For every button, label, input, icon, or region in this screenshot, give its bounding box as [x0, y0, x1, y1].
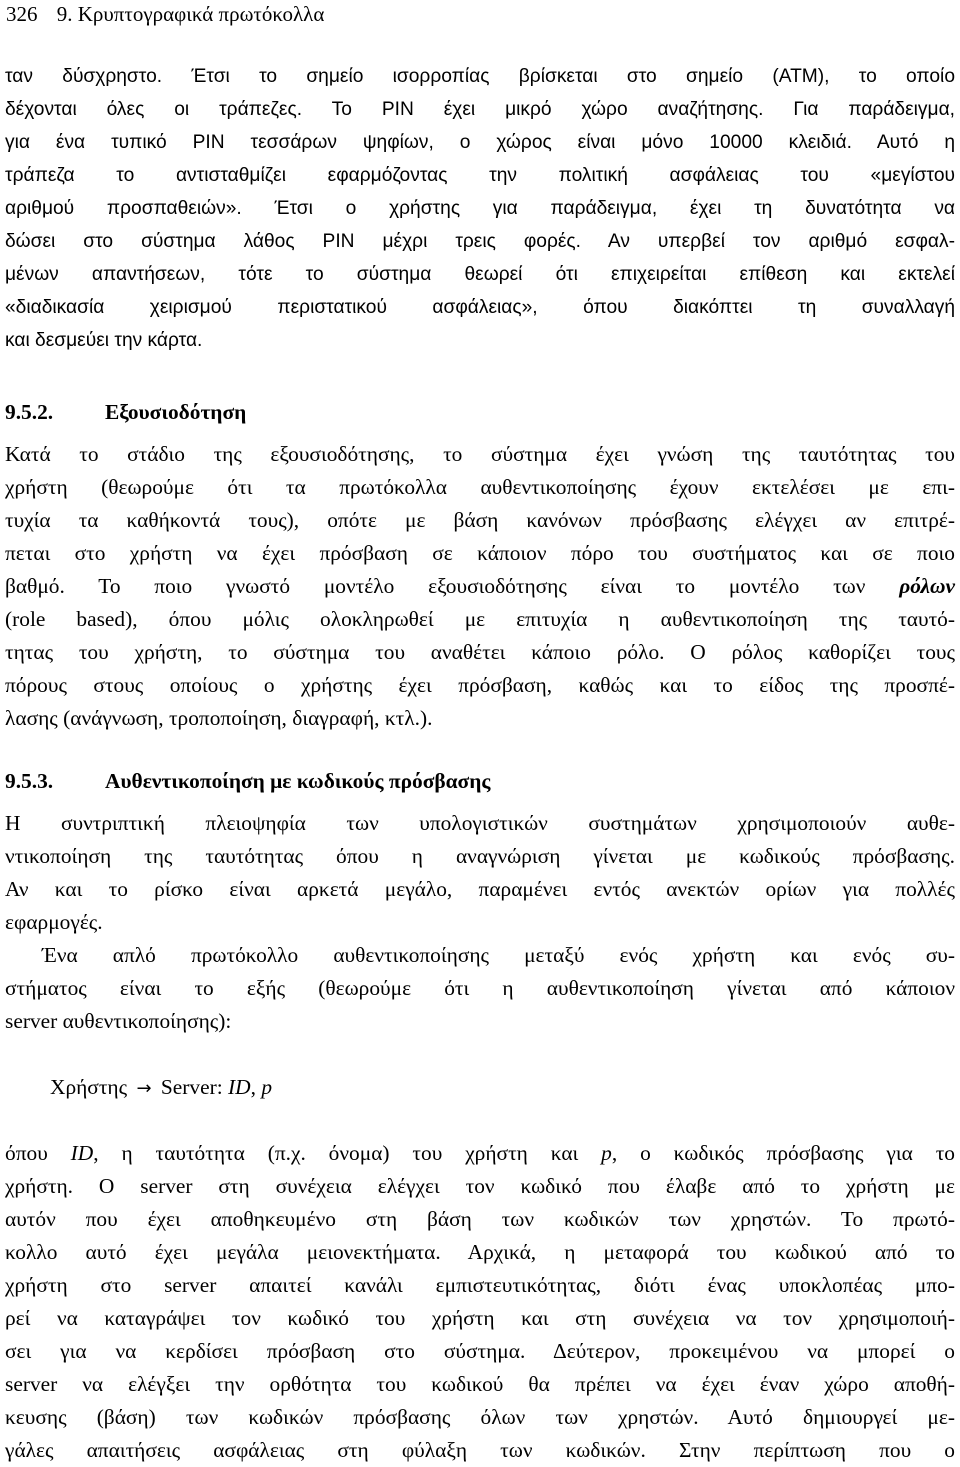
text-line: μένων απαντήσεων, τότε το σύστημα θεωρεί ότι επιχειρείται επίθεση και εκτελεί: [5, 264, 955, 285]
inline-id: ID: [70, 1141, 94, 1165]
text-line: τητας του χρήστη, το σύστημα του αναθέτει κάποιο ρόλο. Ο ρόλος καθορίζει τους: [5, 640, 955, 664]
text-line: πόρους στους οποίους ο χρήστης έχει πρόσβαση, καθώς και το είδος της προσπέ-: [5, 673, 955, 697]
passwords-paragraph-1: [5, 807, 955, 939]
text-line: κολλο αυτό έχει μεγάλα μειονεκτήματα. Αρχικά, η μεταφορά του κωδικού από το: [5, 1240, 955, 1264]
section-number: 9.5.2.: [5, 400, 54, 424]
text-span: , η ταυτότητα (π.χ. όνομα) του χρήστη και: [93, 1141, 602, 1165]
text-line: [5, 570, 955, 603]
formula-separator: ,: [250, 1075, 256, 1099]
formula-user: Χρήστης: [50, 1075, 128, 1099]
text-line: Η συντριπτική πλειοψηφία των υπολογιστικών συστημάτων χρησιμοποιούν αυθε-: [5, 811, 955, 835]
text-line: [5, 1137, 955, 1170]
text-line: λασης (ανάγνωση, τροποποίηση, διαγραφή, κτλ.).: [5, 706, 433, 730]
text-line: ταν δύσχρηστο. Έτσι το σημείο ισορροπίας βρίσκεται στο σημείο (ATM), το οποίο: [5, 66, 955, 87]
text-line: server να ελέγξει την ορθότητα του κωδικού θα πρέπει να έχει έναν χώρο αποθή-: [5, 1372, 955, 1396]
intro-paragraph: [5, 60, 955, 357]
text-line: χρήστη (θεωρούμε ότι τα πρωτόκολλα αυθεντικοποίησης έχουν εκτελέσει με επι-: [5, 475, 955, 499]
text-line: κευσης (βάση) των κωδικών πρόσβασης όλων των χρηστών. Αυτό δημιουργεί με-: [5, 1405, 955, 1429]
text-line: server αυθεντικοποίησης):: [5, 1009, 232, 1033]
passwords-paragraph-3: [5, 1137, 955, 1467]
text-line: αυτόν που έχει αποθηκευμένο στη βάση των κωδικών των χρηστών. Το πρωτό-: [5, 1207, 955, 1231]
text-span: βαθμό. Το ποιο γνωστό μοντέλο εξουσιοδότησης είναι το μοντέλο των: [5, 574, 900, 598]
chapter-title: 9. Κρυπτογραφικά πρωτόκολλα: [56, 2, 325, 26]
text-line: Αν και το ρίσκο είναι αρκετά μεγάλο, παραμένει εντός ανεκτών ορίων για πολλές: [5, 877, 955, 901]
section-heading-953: [5, 765, 955, 798]
page-number: 326: [6, 2, 38, 26]
section-number: 9.5.3.: [5, 769, 54, 793]
text-line: ρεί να καταγράψει τον κωδικό του χρήστη και στη συνέχεια να τον χρησιμοποιή-: [5, 1306, 955, 1330]
formula-server: Server:: [160, 1075, 223, 1099]
text-line: στήματος είναι το εξής (θεωρούμε ότι η αυθεντικοποίηση γίνεται από κάποιον: [5, 976, 955, 1000]
text-line: δέχονται όλες οι τράπεζες. Το PIN έχει μικρό χώρο αναζήτησης. Για παράδειγμα,: [5, 99, 955, 120]
authorization-paragraph: [5, 438, 955, 735]
text-line: Κατά το στάδιο της εξουσιοδότησης, το σύστημα έχει γνώση της ταυτότητας του: [5, 442, 955, 466]
text-line: «διαδικασία χειρισμού περιστατικού ασφάλειας», όπου διακόπτει τη συναλλαγή: [5, 297, 955, 318]
section-title: Αυθεντικοποίηση με κωδικούς πρόσβασης: [105, 769, 491, 793]
text-line: πεται στο χρήστη να έχει πρόσβαση σε κάποιον πόρο του συστήματος και σε ποιο: [5, 541, 955, 565]
text-line: τράπεζα το αντισταθμίζει εφαρμόζοντας την πολιτική ασφάλειας του «μεγίστου: [5, 165, 955, 186]
running-header: [6, 0, 906, 28]
text-line: γάλες απαιτήσεις ασφάλειας στη φύλαξη των κωδικών. Στην περίπτωση που ο: [5, 1438, 955, 1462]
text-line: (role based), όπου μόλις ολοκληρωθεί με επιτυχία η αυθεντικοποίηση της ταυτό-: [5, 607, 955, 631]
text-line: εφαρμογές.: [5, 910, 103, 934]
text-line: και δεσμεύει την κάρτα.: [5, 330, 203, 351]
inline-p: p: [601, 1141, 612, 1165]
text-line: αριθμού προσπαθειών». Έτσι ο χρήστης για παράδειγμα, έχει τη δυνατότητα να: [5, 198, 955, 219]
right-arrow-icon: →: [136, 1078, 152, 1099]
passwords-paragraph-2: [5, 939, 955, 1038]
text-line: χρήστη στο server απαιτεί κανάλι εμπιστευτικότητας, διότι ένας υποκλοπέας μπο-: [5, 1273, 955, 1297]
text-line: χρήστη. Ο server στη συνέχεια ελέγχει τον κωδικό που έλαβε από το χρήστη με: [5, 1174, 955, 1198]
text-span: , ο κωδικός πρόσβασης για το: [611, 1141, 955, 1165]
section-heading-952: [5, 396, 955, 429]
emphasis-roles: ρόλων: [899, 574, 955, 598]
text-line: τυχία τα καθήκοντά τους), οπότε με βάση κανόνων πρόσβασης ελέγχει αν επιτρέ-: [5, 508, 955, 532]
section-title: Εξουσιοδότηση: [105, 400, 247, 424]
text-line: σει για να κερδίσει πρόσβαση στο σύστημα. Δεύτερον, προκειμένου να μπορεί ο: [5, 1339, 955, 1363]
text-line: για ένα τυπικό PIN τεσσάρων ψηφίων, ο χώρος είναι μόνο 10000 κλειδιά. Αυτό η: [5, 132, 955, 153]
text-line: ντικοποίηση της ταυτότητας όπου η αναγνώριση γίνεται με κωδικούς πρόσβασης.: [5, 844, 955, 868]
text-line: Ένα απλό πρωτόκολλο αυθεντικοποίησης μεταξύ ενός χρήστη και ενός συ-: [42, 943, 955, 967]
formula-p: p: [261, 1075, 273, 1099]
protocol-formula: [50, 1071, 272, 1104]
text-span: όπου: [5, 1141, 71, 1165]
formula-id: ID: [228, 1075, 251, 1099]
text-line: δώσει στο σύστημα λάθος PIN μέχρι τρεις φορές. Αν υπερβεί τον αριθμό εσφαλ-: [5, 231, 955, 252]
